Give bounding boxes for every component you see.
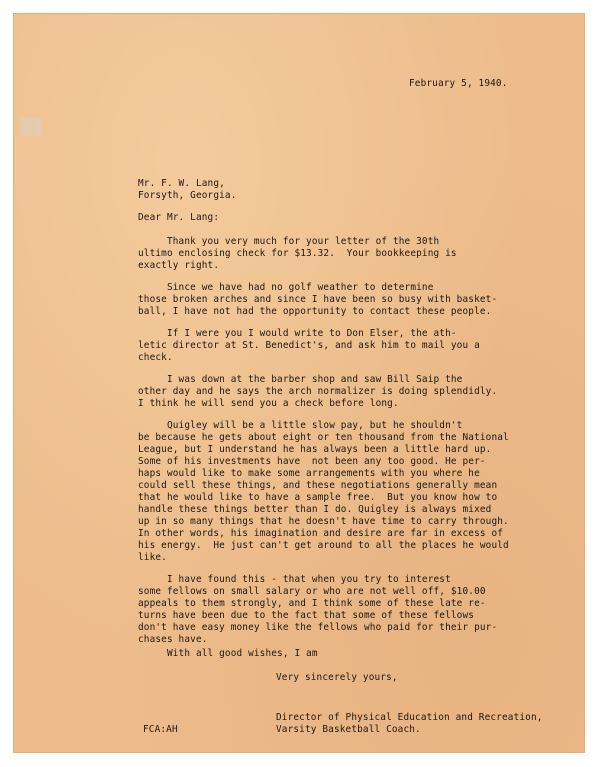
letter-page [14, 14, 584, 752]
body-line: don't have easy money like the fellows who paid for their pur- [138, 622, 498, 633]
body-line: I think he will send you a check before long. [138, 398, 399, 409]
body-line: I was down at the barber shop and saw Bill Saip the [138, 374, 463, 385]
body-line: exactly right. [138, 260, 220, 271]
body-line: Quigley will be a little slow pay, but he shouldn't [138, 420, 463, 431]
recipient-place: Forsyth, Georgia. [138, 190, 237, 201]
body-line: Some of his investments have not been any too good. He per- [138, 456, 486, 467]
body-line: up in so many things that he doesn't have time to carry through. [138, 516, 509, 527]
typist-initials: FCA:AH [143, 724, 178, 735]
body-line: like. [138, 552, 167, 563]
body-line: Thank you very much for your letter of the 30th [138, 236, 440, 247]
body-line: I have found this - that when you try to interest [138, 574, 451, 585]
body-line: chases have. [138, 634, 208, 645]
body-line: check. [138, 352, 173, 363]
body-line: haps would like to make some arrangements with you where he [138, 468, 480, 479]
body-line: ultimo enclosing check for $13.32. Your bookkeeping is [138, 248, 457, 259]
body-line: handle these things better than I do. Quigley is always mixed [138, 504, 492, 515]
body-line: With all good wishes, I am [138, 648, 318, 659]
body-line: some fellows on small salary or who are not well off, $10.00 [138, 586, 486, 597]
body-line: In other words, his imagination and desire are far in excess of [138, 528, 504, 539]
body-line: If I were you I would write to Don Elser, the ath- [138, 328, 457, 339]
body-line: that he would like to have a sample free. But you know how to [138, 492, 498, 503]
body-line: appeals to them strongly, and I think some of these late re- [138, 598, 486, 609]
body-line: those broken arches and since I have been so busy with basket- [138, 294, 498, 305]
body-line: could sell these things, and these negotiations generally mean [138, 480, 498, 491]
body-line: be because he gets about eight or ten thousand from the National [138, 432, 509, 443]
body-line: League, but I understand he has always been a little hard up. [138, 444, 492, 455]
closing: Very sincerely yours, [276, 672, 398, 683]
body-line: his energy. He just can't get around to all the places he would [138, 540, 509, 551]
body-line: other day and he says the arch normalizer is doing splendidly. [138, 386, 498, 397]
punch-hole [20, 118, 42, 136]
salutation: Dear Mr. Lang: [138, 212, 220, 223]
body-line: ball, I have not had the opportunity to contact these people. [138, 306, 492, 317]
signature-title-line: Director of Physical Education and Recreation, [276, 712, 543, 723]
body-line: Since we have had no golf weather to determine [138, 282, 434, 293]
body-line: letic director at St. Benedict's, and ask him to mail you a [138, 340, 480, 351]
recipient-name: Mr. F. W. Lang, [138, 178, 225, 189]
signature-title-line: Varsity Basketball Coach. [276, 724, 421, 735]
letter-date: February 5, 1940. [409, 78, 508, 89]
body-line: turns have been due to the fact that some of these fellows [138, 610, 475, 621]
